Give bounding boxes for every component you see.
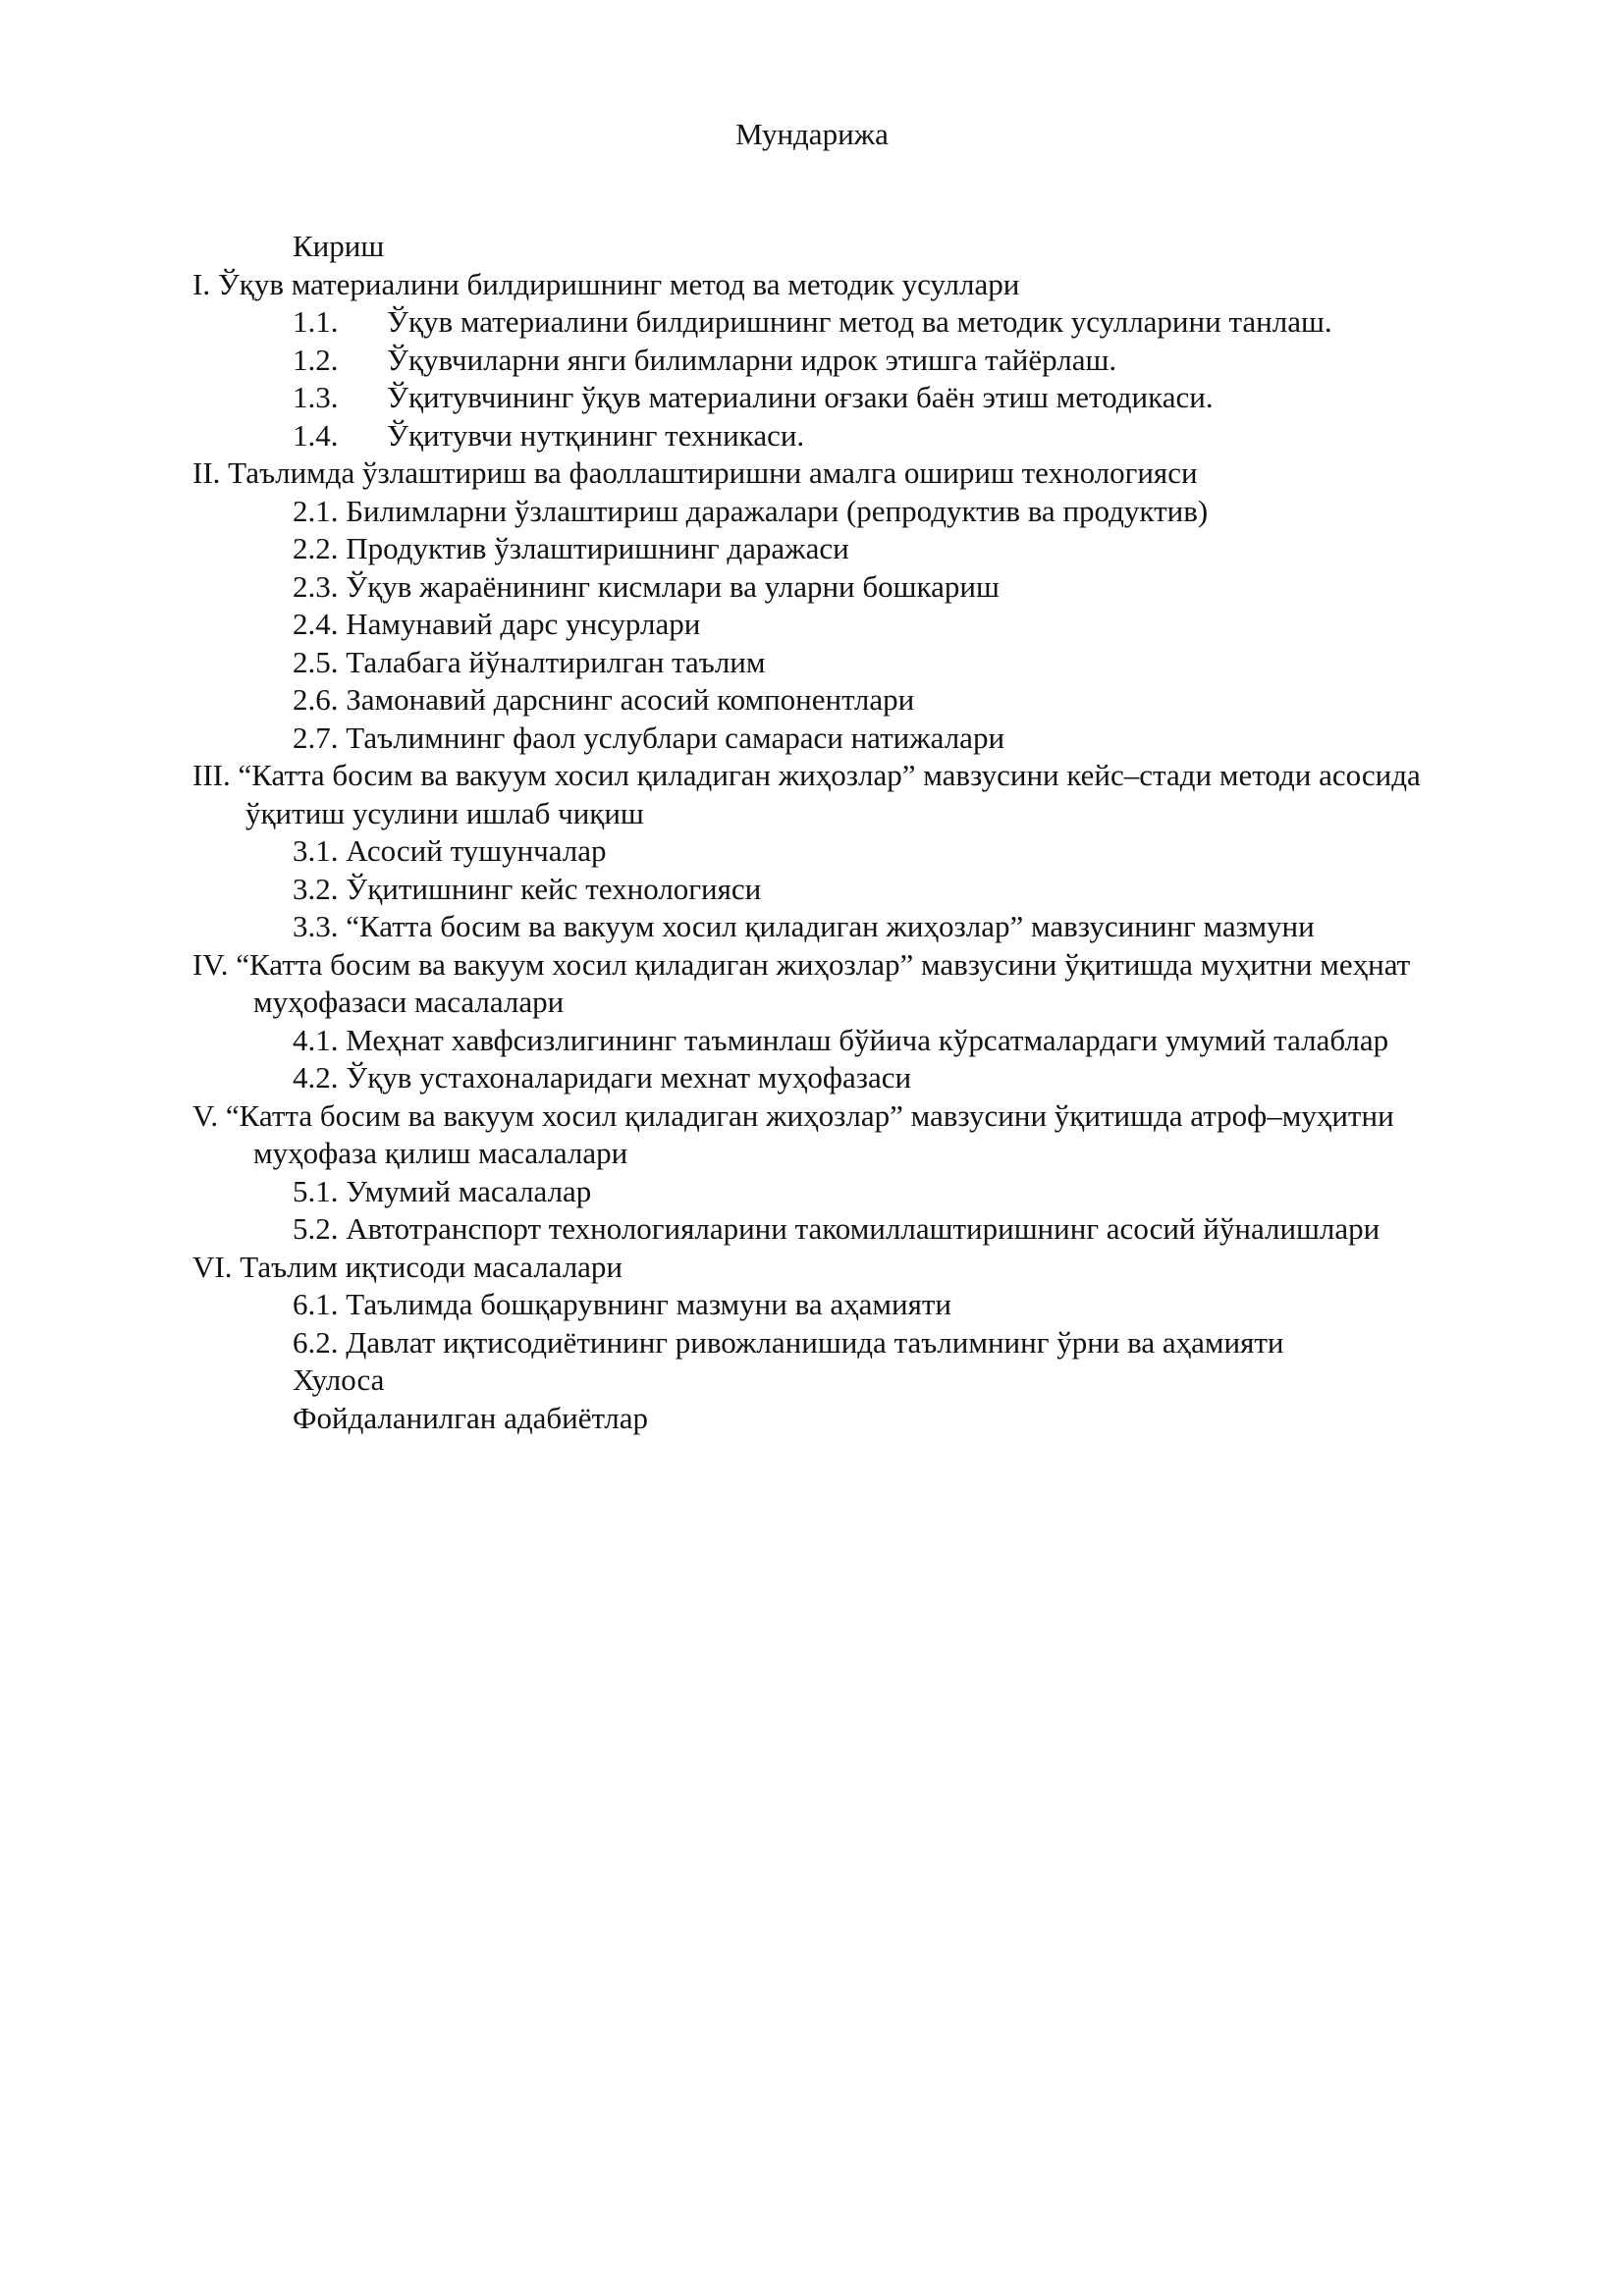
toc-item-text: Ўқитувчининг ўқув материалини оғзаки баён этиш методикаси. [387, 380, 1214, 414]
toc-item: 4.2. Ўқув устахоналаридаги мехнат муҳофазаси [293, 1060, 912, 1095]
toc-chapter-6: VI. Таълим иқтисоди масалалари [192, 1249, 623, 1284]
toc-chapter-4-line-2: муҳофазаси масалалари [253, 985, 565, 1019]
toc-item: 2.6. Замонавий дарснинг асосий компонентлари [293, 682, 915, 717]
toc-references: Фойдаланилган адабиётлар [293, 1400, 648, 1435]
toc-item-number: 1.1. [293, 304, 339, 339]
toc-chapter-2: II. Таълимда ўзлаштириш ва фаоллаштиришни амалга ошириш технологияси [192, 455, 1198, 490]
toc-item-number: 1.4. [293, 417, 339, 453]
toc-chapter-5-line-1: V. “Катта босим ва вакуум хосил қиладиган жиҳозлар” мавзусини ўқитишда атроф–муҳитни [192, 1097, 1394, 1133]
toc-item [192, 379, 1567, 417]
toc-item: 6.1. Таълимда бошқарувнинг мазмуни ва аҳамияти [293, 1287, 951, 1321]
toc-item: 4.1. Меҳнат хавфсизлигининг таъминлаш бўйича кўрсатмалардаги умумий талаблар [293, 1022, 1389, 1057]
toc-item: 3.2. Ўқитишнинг кейс технологияси [293, 871, 762, 906]
toc-item: 3.3. “Катта босим ва вакуум хосил қиладиган жиҳозлар” мавзусининг мазмуни [293, 909, 1315, 943]
toc-item [192, 303, 1567, 342]
toc-item: 6.2. Давлат иқтисодиётининг ривожланишида таълимнинг ўрни ва аҳамияти [293, 1324, 1284, 1360]
toc-item [192, 417, 1567, 455]
toc-item [192, 342, 1567, 380]
toc-chapter-3-line-1: III. “Катта босим ва вакуум хосил қиладиган жиҳозлар” мавзусини кейс–стади методи асосида [192, 758, 1421, 792]
toc-item-text: Ўқув материалини билдиришнинг метод ва методик усулларини танлаш. [387, 304, 1332, 339]
toc-item: 2.1. Билимларни ўзлаштириш даражалари (репродуктив ва продуктив) [293, 493, 1209, 528]
toc-item: 2.5. Талабага йўналтирилган таълим [293, 644, 766, 679]
page-title: Мундарижа [735, 117, 889, 151]
table-of-contents [192, 228, 1567, 1437]
toc-item: 2.2. Продуктив ўзлаштиришнинг даражаси [293, 531, 849, 565]
toc-item: 5.1. Умумий масалалар [293, 1173, 592, 1208]
toc-item-number: 1.2. [293, 342, 339, 377]
toc-item-number: 1.3. [293, 380, 339, 414]
toc-chapter-5-line-2: муҳофаза қилиш масалалари [253, 1136, 628, 1170]
toc-item: 2.7. Таълимнинг фаол услублари самараси натижалари [293, 720, 1005, 755]
toc-item: 5.2. Автотранспорт технологияларини такомиллаштиришнинг асосий йўналишлари [293, 1211, 1380, 1246]
toc-item-text: Ўқувчиларни янги билимларни идрок этишга тайёрлаш. [387, 342, 1117, 377]
toc-item: 2.3. Ўқув жараёнининг кисмлари ва уларни бошкариш [293, 568, 1000, 604]
toc-chapter-1: I. Ўқув материалини билдиришнинг метод ва методик усуллари [192, 266, 1020, 301]
toc-item: 2.4. Намунавий дарс унсурлари [293, 607, 701, 641]
toc-item-text: Ўқитувчи нутқининг техникаси. [387, 417, 805, 453]
toc-conclusion: Хулоса [293, 1362, 385, 1397]
toc-item: 3.1. Асосий тушунчалар [293, 833, 607, 868]
toc-chapter-3-line-2: ўқитиш усулини ишлаб чиқиш [245, 795, 644, 830]
toc-chapter-4-line-1: IV. “Катта босим ва вакуум хосил қиладиган жиҳозлар” мавзусини ўқитишда муҳитни меҳнат [192, 946, 1411, 982]
toc-intro: Кириш [293, 229, 385, 263]
